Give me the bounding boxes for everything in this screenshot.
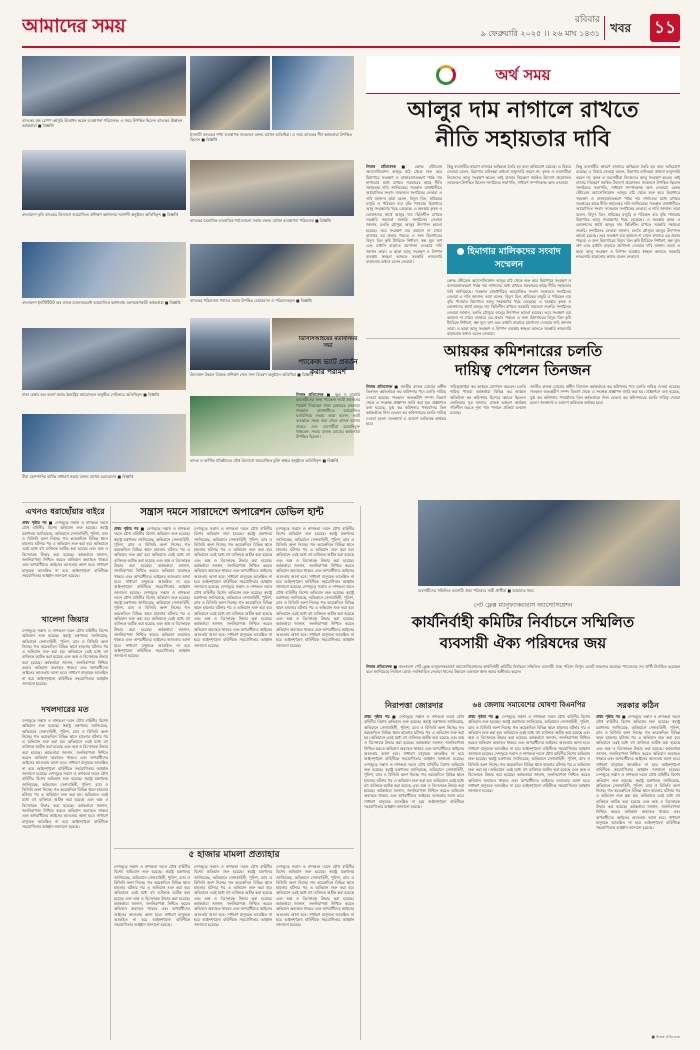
mid-article-col3 — [276, 526, 354, 846]
header-meta — [400, 14, 600, 44]
left-story-body-2 — [22, 628, 108, 702]
tax-photo-caption: ব্যবসায়ীদের সম্মিলিত ব্যবসায়ী ঐক্য পরিষদের জয়ী প্রার্থীরা ■ — [418, 588, 511, 593]
mid-body-3: দেশজুড়ে সন্ত্রাস ও নাশকতা দমনে যৌথ বাহিনীর বিশেষ অভিযান শুরু হয়েছে। স্বরাষ্ট্র মন্ত্রণালয় জানিয়েছে, অভিযানে সেনাবাহিনী, পুলিশ, র‌্যাব ও বিজিবি অংশ নিচ্ছে। গত কয়েকদিনে বিভিন্ন স্থানে হামলার ঘটনার পর এ অভিযান শুরু করা হয়। অভিযানে এরই মধ্যে বহু ব্যক্তিকে আটক করা হয়েছে এবং অস্ত্র ও বিস্ফোরক উদ্ধার করা হয়েছে। কর্মকর্তারা জানান, জননিরাপত্তা নিশ্চিত করতে অভিযান অব্যাহত থাকবে এবং অপরাধীদের আইনের আওতায় আনা হবে। সাধারণ মানুষকে আতঙ্কিত না হয়ে আইনশৃঙ্খলা বাহিনীকে সহযোগিতার আহ্বান জানানো হয়েছে। — [276, 526, 354, 590]
right-col-byline-3: প্রথম পৃষ্ঠার পর ■ — [596, 714, 627, 719]
tax-headline — [366, 342, 680, 380]
photo-caption: উদ্যোক্তা উন্নয়ন বিষয়ক প্রশিক্ষণ শেষে সনদ বিতরণ অনুষ্ঠানে অতিথিরা ■ বিজ্ঞপ্তি — [190, 372, 314, 377]
right-col-text-3b: দেশজুড়ে সন্ত্রাস ও নাশকতা দমনে যৌথ বাহিনীর বিশেষ অভিযান শুরু হয়েছে। স্বরাষ্ট্র মন্ত্রণালয় জানিয়েছে, অভিযানে সেনাবাহিনী, পুলিশ, র‌্যাব ও বিজিবি অংশ নিচ্ছে। গত কয়েকদিনে বিভিন্ন স্থানে হামলার ঘটনার পর এ অভিযান শুরু করা হয়। অভিযানে এরই মধ্যে বহু ব্যক্তিকে আটক করা হয়েছে এবং অস্ত্র ও বিস্ফোরক উদ্ধার করা হয়েছে। কর্মকর্তারা জানান, জননিরাপত্তা নিশ্চিত করতে অভিযান অব্যাহত থাকবে এবং অপরাধীদের আইনের আওতায় আনা হবে। সাধারণ মানুষকে আতঙ্কিত না হয়ে আইনশৃঙ্খলা বাহিনীকে সহযোগিতার আহ্বান জানানো হয়েছে। — [596, 772, 680, 831]
mid-article-col1 — [114, 526, 190, 846]
news-photo — [22, 414, 186, 472]
left-story-body — [22, 520, 108, 612]
left-story-headline-2: খালেদা জিয়ার — [41, 615, 89, 624]
artho-somoy-banner — [366, 56, 680, 94]
left-story-text: দেশজুড়ে সন্ত্রাস ও নাশকতা দমনে যৌথ বাহিনীর বিশেষ অভিযান শুরু হয়েছে। স্বরাষ্ট্র মন্ত্রণালয় জানিয়েছে, অভিযানে সেনাবাহিনী, পুলিশ, র‌্যাব ও বিজিবি অংশ নিচ্ছে। গত কয়েকদিনে বিভিন্ন স্থানে হামলার ঘটনার পর এ অভিযান শুরু করা হয়। অভিযানে এরই মধ্যে বহু ব্যক্তিকে আটক করা হয়েছে এবং অস্ত্র ও বিস্ফোরক উদ্ধার করা হয়েছে। কর্মকর্তারা জানান, জননিরাপত্তা নিশ্চিত করতে অভিযান অব্যাহত থাকবে এবং অপরাধীদের আইনের আওতায় আনা হবে। সাধারণ মানুষকে আতঙ্কিত না হয়ে আইনশৃঙ্খলা বাহিনীকে সহযোগিতার আহ্বান জানানো হয়েছে। — [22, 520, 108, 578]
left-story-text-2: দেশজুড়ে সন্ত্রাস ও নাশকতা দমনে যৌথ বাহিনীর বিশেষ অভিযান শুরু হয়েছে। স্বরাষ্ট্র মন্ত্রণালয় জানিয়েছে, অভিযানে সেনাবাহিনী, পুলিশ, র‌্যাব ও বিজিবি অংশ নিচ্ছে। গত কয়েকদিনে বিভিন্ন স্থানে হামলার ঘটনার পর এ অভিযান শুরু করা হয়। অভিযানে এরই মধ্যে বহু ব্যক্তিকে আটক করা হয়েছে এবং অস্ত্র ও বিস্ফোরক উদ্ধার করা হয়েছে। কর্মকর্তারা জানান, জননিরাপত্তা নিশ্চিত করতে অভিযান অব্যাহত থাকবে এবং অপরাধীদের আইনের আওতায় আনা হবে। সাধারণ মানুষকে আতঙ্কিত না হয়ে আইনশৃঙ্খলা বাহিনীকে সহযোগিতার আহ্বান জানানো হয়েছে। — [22, 628, 108, 686]
right-col-headline-2: ৬৪ জেলায় সমাবেশের ঘোষণা বিএনপির — [472, 701, 586, 709]
dcci-headline: প্যাকেজ ভ্যাট প্রবর্তন করার পরামর্শ — [298, 358, 358, 376]
news-photo — [22, 150, 186, 210]
lead-article-col3 — [576, 164, 680, 336]
bottom-body-1: দেশজুড়ে সন্ত্রাস ও নাশকতা দমনে যৌথ বাহিনীর বিশেষ অভিযান শুরু হয়েছে। স্বরাষ্ট্র মন্ত্রণালয় জানিয়েছে, অভিযানে সেনাবাহিনী, পুলিশ, র‌্যাব ও বিজিবি অংশ নিচ্ছে। গত কয়েকদিনে বিভিন্ন স্থানে হামলার ঘটনার পর এ অভিযান শুরু করা হয়। অভিযানে এরই মধ্যে বহু ব্যক্তিকে আটক করা হয়েছে এবং অস্ত্র ও বিস্ফোরক উদ্ধার করা হয়েছে। কর্মকর্তারা জানান, জননিরাপত্তা নিশ্চিত করতে অভিযান অব্যাহত থাকবে এবং অপরাধীদের আইনের আওতায় আনা হবে। সাধারণ মানুষকে আতঙ্কিত না হয়ে আইনশৃঙ্খলা বাহিনীকে সহযোগিতার আহ্বান জানানো হয়েছে। — [114, 864, 190, 928]
lead-headline — [366, 96, 680, 158]
right-col-text-2: দেশজুড়ে সন্ত্রাস ও নাশকতা দমনে যৌথ বাহিনীর বিশেষ অভিযান শুরু হয়েছে। স্বরাষ্ট্র মন্ত্রণালয় জানিয়েছে, অভিযানে সেনাবাহিনী, পুলিশ, র‌্যাব ও বিজিবি অংশ নিচ্ছে। গত কয়েকদিনে বিভিন্ন স্থানে হামলার ঘটনার পর এ অভিযান শুরু করা হয়। অভিযানে এরই মধ্যে বহু ব্যক্তিকে আটক করা হয়েছে এবং অস্ত্র ও বিস্ফোরক উদ্ধার করা হয়েছে। কর্মকর্তারা জানান, জননিরাপত্তা নিশ্চিত করতে অভিযান অব্যাহত থাকবে এবং অপরাধীদের আইনের আওতায় আনা হবে। সাধারণ মানুষকে আতঙ্কিত না হয়ে আইনশৃঙ্খলা বাহিনীকে সহযোগিতার আহ্বান জানানো হয়েছে। — [468, 714, 590, 757]
assoc-headline — [366, 612, 680, 660]
mid-article-col2 — [194, 526, 272, 846]
photo-credit: আমাদের সময় — [512, 588, 534, 593]
bottom-article-col3 — [276, 864, 354, 1040]
news-photo — [190, 56, 270, 130]
photo-caption: ঢাকা চেম্বার অব কমার্স অ্যান্ড ইন্ডাস্ট্রির আয়োজনে অনুষ্ঠিত সেমিনারে অতিথিবৃন্দ ■ বিজ্ঞপ্তি — [22, 392, 159, 397]
lead-byline: নিজস্ব প্রতিবেদক ■ — [366, 164, 410, 169]
news-photo — [22, 328, 186, 390]
artho-logo: অর্থ সময় — [495, 66, 551, 84]
mid-body-2: দেশজুড়ে সন্ত্রাস ও নাশকতা দমনে যৌথ বাহিনীর বিশেষ অভিযান শুরু হয়েছে। স্বরাষ্ট্র মন্ত্রণালয় জানিয়েছে, অভিযানে সেনাবাহিনী, পুলিশ, র‌্যাব ও বিজিবি অংশ নিচ্ছে। গত কয়েকদিনে বিভিন্ন স্থানে হামলার ঘটনার পর এ অভিযান শুরু করা হয়। অভিযানে এরই মধ্যে বহু ব্যক্তিকে আটক করা হয়েছে এবং অস্ত্র ও বিস্ফোরক উদ্ধার করা হয়েছে। কর্মকর্তারা জানান, জননিরাপত্তা নিশ্চিত করতে অভিযান অব্যাহত থাকবে এবং অপরাধীদের আইনের আওতায় আনা হবে। সাধারণ মানুষকে আতঙ্কিত না হয়ে আইনশৃঙ্খলা বাহিনীকে সহযোগিতার আহ্বান জানানো হয়েছে। — [194, 526, 272, 590]
tax-article-col1 — [366, 384, 446, 500]
header-divider — [604, 16, 605, 40]
photo-caption: বাংলাদেশ কৃষি ব্যাংকের উদ্যোগে আয়োজিত প্রশিক্ষণ কর্মশালার সমাপনী অনুষ্ঠানে অতিথিবৃন্দ ■ বিজ্ঞপ্তি — [22, 212, 178, 217]
right-col-headline-1: নিরাপত্তা জোরদার — [384, 701, 444, 710]
news-photo — [190, 244, 354, 296]
bottom-article-col1 — [114, 864, 190, 1040]
news-photo — [418, 500, 680, 586]
news-photo — [190, 160, 354, 216]
lead-body-3: কোল্ড স্টোরেজ অ্যাসোসিয়েশন আলুর মাঠ থেকে শুরু করে হিমাগারে সংরক্ষণ ও বাজারজাতকরণ পর্যন্ত দাম নাগালের মধ্যে রাখতে সরকারের কাছে নীতি সহায়তার দাবি জানিয়েছে। গতকাল রাজধানীতে আয়োজিত সংবাদ সম্মেলনে সংগঠনের নেতারা এ দাবি জানান। তারা বলেন, বিদ্যুৎ বিল, শ্রমিকের মজুরি ও পরিবহন ব্যয় বৃদ্ধি পাওয়ায় হিমাগারে আলু সংরক্ষণের খরচ বেড়েছে। এ অবস্থায় কৃষক ও ভোক্তাদের স্বার্থে আলুর দাম স্থিতিশীল রাখতে সরকারি সহায়তা জরুরি। সংগঠনের নেতারা জানান, চলতি মৌসুমে আলুর উৎপাদন ভালো হয়েছে। তবে সংরক্ষণ ব্যয় কমানো না গেলে বাজারে এর প্রভাব পড়বে। এ জন্য হিমাগারের বিদ্যুৎ বিল কৃষি ট্যারিফে নির্ধারণ, স্বল্প সুদে ঋণ এবং রপ্তানি বাড়াতে প্রণোদনা দেওয়ার দাবি জানান তারা। এ ছাড়া আলু সংরক্ষণ ও বিপণন ব্যবস্থায় স্বচ্ছতা আনতে সরকারি নজরদারি বাড়ানোর কথাও বলেন নেতারা। — [447, 278, 571, 336]
section-name: খবর — [610, 21, 632, 35]
bottom-body-3: দেশজুড়ে সন্ত্রাস ও নাশকতা দমনে যৌথ বাহিনীর বিশেষ অভিযান শুরু হয়েছে। স্বরাষ্ট্র মন্ত্রণালয় জানিয়েছে, অভিযানে সেনাবাহিনী, পুলিশ, র‌্যাব ও বিজিবি অংশ নিচ্ছে। গত কয়েকদিনে বিভিন্ন স্থানে হামলার ঘটনার পর এ অভিযান শুরু করা হয়। অভিযানে এরই মধ্যে বহু ব্যক্তিকে আটক করা হয়েছে এবং অস্ত্র ও বিস্ফোরক উদ্ধার করা হয়েছে। কর্মকর্তারা জানান, জননিরাপত্তা নিশ্চিত করতে অভিযান অব্যাহত থাকবে এবং অপরাধীদের আইনের আওতায় আনা হবে। সাধারণ মানুষকে আতঙ্কিত না হয়ে আইনশৃঙ্খলা বাহিনীকে সহযোগিতার আহ্বান জানানো হয়েছে। — [276, 864, 354, 928]
header-day: রবিবার — [574, 15, 600, 25]
assoc-headline-line2: ব্যবসায়ী ঐক্য পরিষদের জয় — [439, 634, 607, 652]
dcci-article — [296, 392, 360, 504]
header-rule — [22, 46, 680, 48]
right-col-body-1 — [364, 714, 464, 1040]
lead-body-5: কোল্ড স্টোরেজ অ্যাসোসিয়েশন আলুর মাঠ থেকে শুরু করে হিমাগারে সংরক্ষণ ও বাজারজাতকরণ পর্যন্ত দাম নাগালের মধ্যে রাখতে সরকারের কাছে নীতি সহায়তার দাবি জানিয়েছে। গতকাল রাজধানীতে আয়োজিত সংবাদ সম্মেলনে সংগঠনের নেতারা এ দাবি জানান। তারা বলেন, বিদ্যুৎ বিল, শ্রমিকের মজুরি ও পরিবহন ব্যয় বৃদ্ধি পাওয়ায় হিমাগারে আলু সংরক্ষণের খরচ বেড়েছে। এ অবস্থায় কৃষক ও ভোক্তাদের স্বার্থে আলুর দাম স্থিতিশীল রাখতে সরকারি সহায়তা জরুরি। সংগঠনের নেতারা জানান, চলতি মৌসুমে আলুর উৎপাদন ভালো হয়েছে। তবে সংরক্ষণ ব্যয় কমানো না গেলে বাজারে এর প্রভাব পড়বে। এ জন্য হিমাগারের বিদ্যুৎ বিল কৃষি ট্যারিফে নির্ধারণ, স্বল্প সুদে ঋণ এবং রপ্তানি বাড়াতে প্রণোদনা দেওয়ার দাবি জানান তারা। এ ছাড়া আলু সংরক্ষণ ও বিপণন ব্যবস্থায় স্বচ্ছতা আনতে সরকারি নজরদারি বাড়ানোর কথাও বলেন নেতারা। — [576, 185, 680, 260]
left-story-text-3: দেশজুড়ে সন্ত্রাস ও নাশকতা দমনে যৌথ বাহিনীর বিশেষ অভিযান শুরু হয়েছে। স্বরাষ্ট্র মন্ত্রণালয় জানিয়েছে, অভিযানে সেনাবাহিনী, পুলিশ, র‌্যাব ও বিজিবি অংশ নিচ্ছে। গত কয়েকদিনে বিভিন্ন স্থানে হামলার ঘটনার পর এ অভিযান শুরু করা হয়। অভিযানে এরই মধ্যে বহু ব্যক্তিকে আটক করা হয়েছে এবং অস্ত্র ও বিস্ফোরক উদ্ধার করা হয়েছে। কর্মকর্তারা জানান, জননিরাপত্তা নিশ্চিত করতে অভিযান অব্যাহত থাকবে এবং অপরাধীদের আইনের আওতায় আনা হবে। সাধারণ মানুষকে আতঙ্কিত না হয়ে আইনশৃঙ্খলা বাহিনীকে সহযোগিতার আহ্বান জানানো হয়েছে। — [22, 718, 108, 776]
masthead-logo: আমাদের সময় — [22, 15, 126, 37]
mid-byline: প্রথম পৃষ্ঠার পর ■ — [114, 526, 145, 531]
left-story-headline: এখনও ধরাছোঁয়ার বাইরে — [25, 507, 105, 516]
bottom-headline: ৫ হাজার মামলা প্রত্যাহার — [188, 850, 280, 860]
photo-caption — [418, 588, 680, 598]
footer-credit: ■ নিজস্ব প্রতিবেদক — [651, 1035, 680, 1039]
dcci-byline: নিজস্ব প্রতিবেদক ■ — [296, 392, 332, 397]
news-photo — [272, 56, 354, 130]
mid-headline: সন্ত্রাস দমনে সারাদেশে অপারেশন ডেভিল হান্ট — [140, 507, 324, 518]
section-divider — [112, 522, 352, 523]
bottom-body-2: দেশজুড়ে সন্ত্রাস ও নাশকতা দমনে যৌথ বাহিনীর বিশেষ অভিযান শুরু হয়েছে। স্বরাষ্ট্র মন্ত্রণালয় জানিয়েছে, অভিযানে সেনাবাহিনী, পুলিশ, র‌্যাব ও বিজিবি অংশ নিচ্ছে। গত কয়েকদিনে বিভিন্ন স্থানে হামলার ঘটনার পর এ অভিযান শুরু করা হয়। অভিযানে এরই মধ্যে বহু ব্যক্তিকে আটক করা হয়েছে এবং অস্ত্র ও বিস্ফোরক উদ্ধার করা হয়েছে। কর্মকর্তারা জানান, জননিরাপত্তা নিশ্চিত করতে অভিযান অব্যাহত থাকবে এবং অপরাধীদের আইনের আওতায় আনা হবে। সাধারণ মানুষকে আতঙ্কিত না হয়ে আইনশৃঙ্খলা বাহিনীকে সহযোগিতার আহ্বান জানানো হয়েছে। — [194, 864, 272, 928]
lead-subhead-box — [447, 244, 571, 274]
left-story-byline: প্রথম পৃষ্ঠার পর ■ — [22, 520, 53, 525]
column-divider — [110, 506, 111, 1040]
photo-caption: ব্যাংকের বৃক্ষ রোপণ কর্মসূচি উদ্বোধন করেন ব্যবস্থাপনা পরিচালক। এ সময় উপস্থিত ছিলেন ব্যাংকের ঊর্ধ্বতন কর্মকর্তারা ■ বিজ্ঞপ্তি — [22, 118, 183, 129]
lead-article-col2b — [447, 278, 571, 336]
page-number: ১১ — [650, 14, 680, 42]
left-story-body-3 — [22, 718, 108, 1040]
tax-body-2: দায়িত্বপ্রাপ্তরা কর অঞ্চলে যোগদান করবেন। চলতি দায়িত্ব পাওয়া কর্মকর্তারা বিভিন্ন কর অঞ্চলে অতিরিক্ত কর কমিশনার হিসেবে কর্মরত ছিলেন। এনবিআর সূত্র জানায়, রাজস্ব আহরণ কার্যক্রম গতিশীল করতে শূন্য পদে পদায়ন প্রক্রিয়া চলমান রয়েছে। — [450, 384, 526, 416]
tax-headline-line1: আয়কর কমিশনারের চলতি — [443, 342, 603, 360]
right-col-headline-3: সরকার কঠিন — [617, 701, 659, 710]
right-col-text-1b: দেশজুড়ে সন্ত্রাস ও নাশকতা দমনে যৌথ বাহিনীর বিশেষ অভিযান শুরু হয়েছে। স্বরাষ্ট্র মন্ত্রণালয় জানিয়েছে, অভিযানে সেনাবাহিনী, পুলিশ, র‌্যাব ও বিজিবি অংশ নিচ্ছে। গত কয়েকদিনে বিভিন্ন স্থানে হামলার ঘটনার পর এ অভিযান শুরু করা হয়। অভিযানে এরই মধ্যে বহু ব্যক্তিকে আটক করা হয়েছে এবং অস্ত্র ও বিস্ফোরক উদ্ধার করা হয়েছে। কর্মকর্তারা জানান, জননিরাপত্তা নিশ্চিত করতে অভিযান অব্যাহত থাকবে এবং অপরাধীদের আইনের আওতায় আনা হবে। সাধারণ মানুষকে আতঙ্কিত না হয়ে আইনশৃঙ্খলা বাহিনীকে সহযোগিতার আহ্বান জানানো হয়েছে। — [364, 761, 464, 810]
bullet-icon — [457, 248, 464, 255]
section-divider — [366, 338, 680, 339]
photo-caption: ব্যাংকের ত্রৈমাসিক ব্যবসায়িক পর্যালোচনা সভায় বক্তব্য রাখেন ব্যবস্থাপনা পরিচালক ■ বিজ্ঞপ্তি — [190, 218, 331, 223]
lead-body-2: কিছু ব্যবসায়ীর কারণে বাজারে অস্থিরতা তৈরি হয় বলে অভিযোগ রয়েছে। এ বিষয়ে নেতারা বলেন, হিমাগার মালিকরা কখনো মজুদদারি করেন না; কৃষক ও ব্যবসায়ীরা নিজেদের আলু সংরক্ষণ করেন। তাই বাজার নিয়ন্ত্রণে সমন্বিত উদ্যোগ প্রয়োজন। সম্মেলনে উপস্থিত ছিলেন সংগঠনের সভাপতি, সাধারণ সম্পাদকসহ অন্য নেতারা। — [447, 164, 571, 185]
bottom-article-col2 — [194, 864, 272, 1040]
mid-body-1b: দেশজুড়ে সন্ত্রাস ও নাশকতা দমনে যৌথ বাহিনীর বিশেষ অভিযান শুরু হয়েছে। স্বরাষ্ট্র মন্ত্রণালয় জানিয়েছে, অভিযানে সেনাবাহিনী, পুলিশ, র‌্যাব ও বিজিবি অংশ নিচ্ছে। গত কয়েকদিনে বিভিন্ন স্থানে হামলার ঘটনার পর এ অভিযান শুরু করা হয়। অভিযানে এরই মধ্যে বহু ব্যক্তিকে আটক করা হয়েছে এবং অস্ত্র ও বিস্ফোরক উদ্ধার করা হয়েছে। কর্মকর্তারা জানান, জননিরাপত্তা নিশ্চিত করতে অভিযান অব্যাহত থাকবে এবং অপরাধীদের আইনের আওতায় আনা হবে। সাধারণ মানুষকে আতঙ্কিত না হয়ে আইনশৃঙ্খলা বাহিনীকে সহযোগিতার আহ্বান জানানো হয়েছে। — [114, 589, 190, 659]
assoc-kicker: পেট ফ্লেক্স ম্যানুফ্যাকচারার্স অ্যাসোসিয়েশন — [473, 602, 573, 609]
photo-caption: ব্যাংক ও আর্থিক প্রতিষ্ঠানের যৌথ উদ্যোগে আয়োজিত চুক্তি স্বাক্ষর অনুষ্ঠানে অতিথিবৃন্দ ■ বিজ্ঞপ্তি — [190, 458, 339, 463]
right-col-byline-1: প্রথম পৃষ্ঠার পর ■ — [364, 714, 397, 719]
right-col-body-3 — [596, 714, 680, 1032]
column-divider — [360, 506, 361, 1040]
lead-body-4: কিছু ব্যবসায়ীর কারণে বাজারে অস্থিরতা তৈরি হয় বলে অভিযোগ রয়েছে। এ বিষয়ে নেতারা বলেন, হিমাগার মালিকরা কখনো মজুদদারি করেন না; কৃষক ও ব্যবসায়ীরা নিজেদের আলু সংরক্ষণ করেন। তাই বাজার নিয়ন্ত্রণে সমন্বিত উদ্যোগ প্রয়োজন। সম্মেলনে উপস্থিত ছিলেন সংগঠনের সভাপতি, সাধারণ সম্পাদকসহ অন্য নেতারা। — [576, 164, 680, 191]
news-photo — [190, 318, 270, 370]
assoc-body: বাংলাদেশ পেট ফ্লেক্স ম্যানুফ্যাকচারার্স অ্যাসোসিয়েশনের কার্যনির্বাহী কমিটির নির্বাচনে সম্মিলিত ব্যবসায়ী ঐক্য পরিষদ বিপুল ভোটে জয়লাভ করেছে। প্যানেলের সব প্রার্থী নির্বাচিত হয়েছেন বলে জানিয়েছে নির্বাচন বোর্ড। নবনির্বাচিত নেতারা খাতের উন্নয়নে একসঙ্গে কাজ করার অঙ্গীকার করেন। — [366, 664, 680, 675]
dcci-kicker: ডিসিসিআইয়ের মতবিনিময় সভা — [298, 336, 358, 349]
lead-headline-line1: আলুর দাম নাগালে রাখতে — [407, 97, 639, 123]
header-date: ৯ ফেব্রুয়ারি ২০২৫ ।। ২৬ মাঘ ১৪৩১ — [480, 29, 600, 38]
photo-caption: বাংলাদেশ ইনস্টিটিউট অব ব্যাংক ম্যানেজমেন্টে আয়োজিত কর্মশালায় অংশগ্রহণকারী কর্মকর্তারা ■ বিজ্ঞপ্তি — [22, 300, 181, 305]
assoc-headline-line1: কার্যনির্বাহী কমিটির নির্বাচনে সম্মিলিত — [411, 613, 635, 631]
photo-caption: ব্যাংকের পরিচালনা পর্ষদের সভায় উপস্থিত চেয়ারম্যান ও পরিচালকবৃন্দ ■ বিজ্ঞপ্তি — [190, 298, 312, 303]
photo-caption: ইসলামী ব্যাংকের শাখা ব্যবস্থাপক সম্মেলনে বক্তব্য রাখেন অতিথিরা। এ সময় ব্যাংকের শীর্ষ কর্মকর্তারা উপস্থিত ছিলেন ■ বিজ্ঞপ্তি — [190, 132, 352, 143]
lead-article-col2 — [447, 164, 571, 242]
tax-headline-line2: দায়িত্ব পেলেন তিনজন — [455, 361, 591, 379]
tax-byline: নিজস্ব প্রতিবেদক ■ — [366, 384, 399, 389]
assoc-article — [366, 664, 680, 694]
tax-article-col3 — [530, 384, 680, 500]
right-col-body-2 — [468, 714, 590, 1040]
photo-caption: বীমা কোম্পানির বার্ষিক সাধারণ সভায় বক্তব্য রাখেন চেয়ারম্যান ■ বিজ্ঞপ্তি — [22, 474, 134, 479]
news-photo — [22, 242, 186, 298]
lead-subhead: হিমাগার মালিকদের সংবাদ সম্মেলন — [467, 247, 561, 270]
assoc-byline: নিজস্ব প্রতিবেদক ■ — [366, 664, 398, 669]
right-col-byline-2: প্রথম পৃষ্ঠার পর ■ — [468, 714, 500, 719]
dcci-body: ক্ষুদ্র ও মাঝারি ব্যবসায়ীদের জন্য প্যাকেজ ভ্যাট প্রবর্তনের পরামর্শ দিয়েছেন ঢাকা চেম্বারের নেতারা। গতকাল রাজধানীতে আয়োজিত মতবিনিময় সভায় তারা বলেন, ভ্যাট ব্যবস্থাকে সহজ করা গেলে রাজস্ব আদায় বাড়বে এবং ব্যবসায়ীরা হয়রানিমুক্ত থাকবেন। সভায় রাজস্ব বোর্ডের কর্মকর্তারা উপস্থিত ছিলেন। — [296, 392, 360, 440]
left-story-headline-3: দখলদারের মত — [41, 705, 89, 714]
lead-article-col1 — [366, 164, 442, 336]
right-col-text-3: দেশজুড়ে সন্ত্রাস ও নাশকতা দমনে যৌথ বাহিনীর বিশেষ অভিযান শুরু হয়েছে। স্বরাষ্ট্র মন্ত্রণালয় জানিয়েছে, অভিযানে সেনাবাহিনী, পুলিশ, র‌্যাব ও বিজিবি অংশ নিচ্ছে। গত কয়েকদিনে বিভিন্ন স্থানে হামলার ঘটনার পর এ অভিযান শুরু করা হয়। অভিযানে এরই মধ্যে বহু ব্যক্তিকে আটক করা হয়েছে এবং অস্ত্র ও বিস্ফোরক উদ্ধার করা হয়েছে। কর্মকর্তারা জানান, জননিরাপত্তা নিশ্চিত করতে অভিযান অব্যাহত থাকবে এবং অপরাধীদের আইনের আওতায় আনা হবে। সাধারণ মানুষকে আতঙ্কিত না হয়ে আইনশৃঙ্খলা বাহিনীকে সহযোগিতার আহ্বান জানানো হয়েছে। — [596, 714, 680, 772]
lead-body: কোল্ড স্টোরেজ অ্যাসোসিয়েশন আলুর মাঠ থেকে শুরু করে হিমাগারে সংরক্ষণ ও বাজারজাতকরণ পর্যন্ত দাম নাগালের মধ্যে রাখতে সরকারের কাছে নীতি সহায়তার দাবি জানিয়েছে। গতকাল রাজধানীতে আয়োজিত সংবাদ সম্মেলনে সংগঠনের নেতারা এ দাবি জানান। তারা বলেন, বিদ্যুৎ বিল, শ্রমিকের মজুরি ও পরিবহন ব্যয় বৃদ্ধি পাওয়ায় হিমাগারে আলু সংরক্ষণের খরচ বেড়েছে। এ অবস্থায় কৃষক ও ভোক্তাদের স্বার্থে আলুর দাম স্থিতিশীল রাখতে সরকারি সহায়তা জরুরি। সংগঠনের নেতারা জানান, চলতি মৌসুমে আলুর উৎপাদন ভালো হয়েছে। তবে সংরক্ষণ ব্যয় কমানো না গেলে বাজারে এর প্রভাব পড়বে। এ জন্য হিমাগারের বিদ্যুৎ বিল কৃষি ট্যারিফে নির্ধারণ, স্বল্প সুদে ঋণ এবং রপ্তানি বাড়াতে প্রণোদনা দেওয়ার দাবি জানান তারা। এ ছাড়া আলু সংরক্ষণ ও বিপণন ব্যবস্থায় স্বচ্ছতা আনতে সরকারি নজরদারি বাড়ানোর কথাও বলেন নেতারা। — [366, 164, 442, 265]
news-photo — [22, 56, 186, 116]
tax-body: জাতীয় রাজস্ব বোর্ডের অধীন তিনজন কর্মকর্তাকে কর কমিশনার পদে চলতি দায়িত্ব দেওয়া হয়েছে। গতকাল অভ্যন্তরীণ সম্পদ বিভাগ থেকে এ সংক্রান্ত প্রজ্ঞাপন জারি করা হয়। প্রজ্ঞাপনে বলা হয়েছে, যুগ্ম কর কমিশনার পদমর্যাদার তিন কর্মকর্তাকে নিজ বেতনে কর কমিশনারের চলতি দায়িত্ব দেওয়া হলো। জনস্বার্থে এ আদেশ অবিলম্বে কার্যকর হবে। — [366, 384, 446, 427]
lead-headline-line2: নীতি সহায়তার দাবি — [435, 126, 611, 152]
section-divider — [114, 848, 354, 849]
tax-body-3: জাতীয় রাজস্ব বোর্ডের অধীন তিনজন কর্মকর্তাকে কর কমিশনার পদে চলতি দায়িত্ব দেওয়া হয়েছে। গতকাল অভ্যন্তরীণ সম্পদ বিভাগ থেকে এ সংক্রান্ত প্রজ্ঞাপন জারি করা হয়। প্রজ্ঞাপনে বলা হয়েছে, যুগ্ম কর কমিশনার পদমর্যাদার তিন কর্মকর্তাকে নিজ বেতনে কর কমিশনারের চলতি দায়িত্ব দেওয়া হলো। জনস্বার্থে এ আদেশ অবিলম্বে কার্যকর হবে। — [530, 384, 680, 405]
tax-article-col2 — [450, 384, 526, 500]
mid-body-1: দেশজুড়ে সন্ত্রাস ও নাশকতা দমনে যৌথ বাহিনীর বিশেষ অভিযান শুরু হয়েছে। স্বরাষ্ট্র মন্ত্রণালয় জানিয়েছে, অভিযানে সেনাবাহিনী, পুলিশ, র‌্যাব ও বিজিবি অংশ নিচ্ছে। গত কয়েকদিনে বিভিন্ন স্থানে হামলার ঘটনার পর এ অভিযান শুরু করা হয়। অভিযানে এরই মধ্যে বহু ব্যক্তিকে আটক করা হয়েছে এবং অস্ত্র ও বিস্ফোরক উদ্ধার করা হয়েছে। কর্মকর্তারা জানান, জননিরাপত্তা নিশ্চিত করতে অভিযান অব্যাহত থাকবে এবং অপরাধীদের আইনের আওতায় আনা হবে। সাধারণ মানুষকে আতঙ্কিত না হয়ে আইনশৃঙ্খলা বাহিনীকে সহযোগিতার আহ্বান জানানো হয়েছে। — [114, 526, 190, 595]
left-story-text-4: দেশজুড়ে সন্ত্রাস ও নাশকতা দমনে যৌথ বাহিনীর বিশেষ অভিযান শুরু হয়েছে। স্বরাষ্ট্র মন্ত্রণালয় জানিয়েছে, অভিযানে সেনাবাহিনী, পুলিশ, র‌্যাব ও বিজিবি অংশ নিচ্ছে। গত কয়েকদিনে বিভিন্ন স্থানে হামলার ঘটনার পর এ অভিযান শুরু করা হয়। অভিযানে এরই মধ্যে বহু ব্যক্তিকে আটক করা হয়েছে এবং অস্ত্র ও বিস্ফোরক উদ্ধার করা হয়েছে। কর্মকর্তারা জানান, জননিরাপত্তা নিশ্চিত করতে অভিযান অব্যাহত থাকবে এবং অপরাধীদের আইনের আওতায় আনা হবে। সাধারণ মানুষকে আতঙ্কিত না হয়ে আইনশৃঙ্খলা বাহিনীকে সহযোগিতার আহ্বান জানানো হয়েছে। — [22, 770, 108, 829]
mid-body-2b: দেশজুড়ে সন্ত্রাস ও নাশকতা দমনে যৌথ বাহিনীর বিশেষ অভিযান শুরু হয়েছে। স্বরাষ্ট্র মন্ত্রণালয় জানিয়েছে, অভিযানে সেনাবাহিনী, পুলিশ, র‌্যাব ও বিজিবি অংশ নিচ্ছে। গত কয়েকদিনে বিভিন্ন স্থানে হামলার ঘটনার পর এ অভিযান শুরু করা হয়। অভিযানে এরই মধ্যে বহু ব্যক্তিকে আটক করা হয়েছে এবং অস্ত্র ও বিস্ফোরক উদ্ধার করা হয়েছে। কর্মকর্তারা জানান, জননিরাপত্তা নিশ্চিত করতে অভিযান অব্যাহত থাকবে এবং অপরাধীদের আইনের আওতায় আনা হবে। সাধারণ মানুষকে আতঙ্কিত না হয়ে আইনশৃঙ্খলা বাহিনীকে সহযোগিতার আহ্বান জানানো হয়েছে। — [194, 584, 272, 648]
mid-body-3b: দেশজুড়ে সন্ত্রাস ও নাশকতা দমনে যৌথ বাহিনীর বিশেষ অভিযান শুরু হয়েছে। স্বরাষ্ট্র মন্ত্রণালয় জানিয়েছে, অভিযানে সেনাবাহিনী, পুলিশ, র‌্যাব ও বিজিবি অংশ নিচ্ছে। গত কয়েকদিনে বিভিন্ন স্থানে হামলার ঘটনার পর এ অভিযান শুরু করা হয়। অভিযানে এরই মধ্যে বহু ব্যক্তিকে আটক করা হয়েছে এবং অস্ত্র ও বিস্ফোরক উদ্ধার করা হয়েছে। কর্মকর্তারা জানান, জননিরাপত্তা নিশ্চিত করতে অভিযান অব্যাহত থাকবে এবং অপরাধীদের আইনের আওতায় আনা হবে। সাধারণ মানুষকে আতঙ্কিত না হয়ে আইনশৃঙ্খলা বাহিনীকে সহযোগিতার আহ্বান জানানো হয়েছে। — [276, 584, 354, 648]
right-col-text-2b: দেশজুড়ে সন্ত্রাস ও নাশকতা দমনে যৌথ বাহিনীর বিশেষ অভিযান শুরু হয়েছে। স্বরাষ্ট্র মন্ত্রণালয় জানিয়েছে, অভিযানে সেনাবাহিনী, পুলিশ, র‌্যাব ও বিজিবি অংশ নিচ্ছে। গত কয়েকদিনে বিভিন্ন স্থানে হামলার ঘটনার পর এ অভিযান শুরু করা হয়। অভিযানে এরই মধ্যে বহু ব্যক্তিকে আটক করা হয়েছে এবং অস্ত্র ও বিস্ফোরক উদ্ধার করা হয়েছে। কর্মকর্তারা জানান, জননিরাপত্তা নিশ্চিত করতে অভিযান অব্যাহত থাকবে এবং অপরাধীদের আইনের আওতায় আনা হবে। সাধারণ মানুষকে আতঙ্কিত না হয়ে আইনশৃঙ্খলা বাহিনীকে সহযোগিতার আহ্বান জানানো হয়েছে। — [468, 751, 590, 794]
right-col-text-1: দেশজুড়ে সন্ত্রাস ও নাশকতা দমনে যৌথ বাহিনীর বিশেষ অভিযান শুরু হয়েছে। স্বরাষ্ট্র মন্ত্রণালয় জানিয়েছে, অভিযানে সেনাবাহিনী, পুলিশ, র‌্যাব ও বিজিবি অংশ নিচ্ছে। গত কয়েকদিনে বিভিন্ন স্থানে হামলার ঘটনার পর এ অভিযান শুরু করা হয়। অভিযানে এরই মধ্যে বহু ব্যক্তিকে আটক করা হয়েছে এবং অস্ত্র ও বিস্ফোরক উদ্ধার করা হয়েছে। কর্মকর্তারা জানান, জননিরাপত্তা নিশ্চিত করতে অভিযান অব্যাহত থাকবে এবং অপরাধীদের আইনের আওতায় আনা হবে। সাধারণ মানুষকে আতঙ্কিত না হয়ে আইনশৃঙ্খলা বাহিনীকে সহযোগিতার আহ্বান জানানো হয়েছে। — [364, 714, 464, 762]
